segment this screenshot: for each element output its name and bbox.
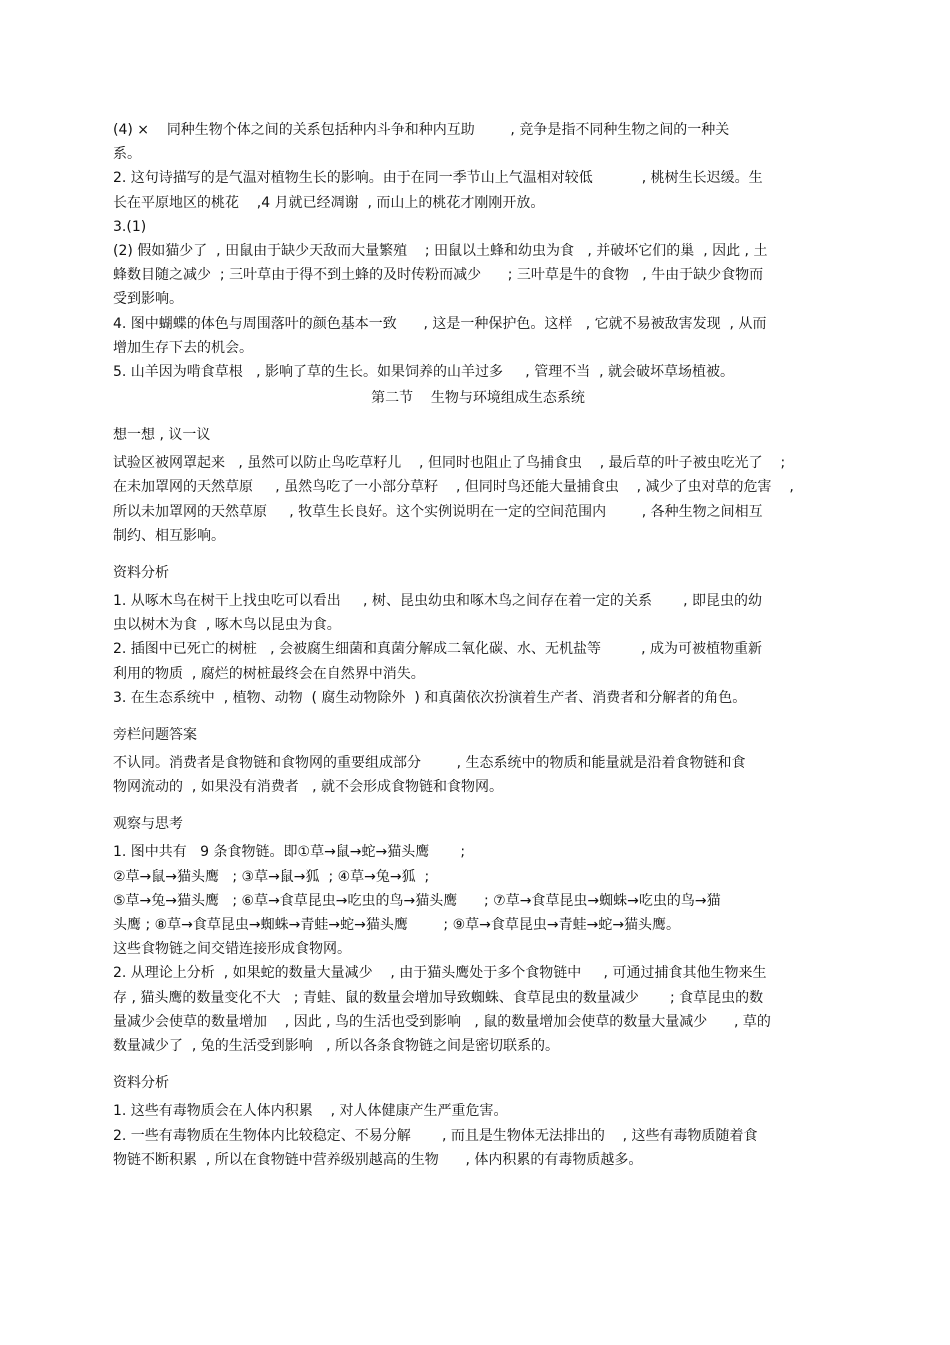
section-heading: 旁栏问题答案: [113, 727, 197, 744]
text-line: 在未加罩网的天然草原 , 虽然鸟吃了一小部分草籽 , 但同时鸟还能大量捕食虫 , 减少了虫对草的危害 ,: [113, 479, 794, 496]
text-line: 数量减少了 , 兔的生活受到影响 , 所以各条食物链之间是密切联系的。: [113, 1038, 560, 1055]
section-heading: 资料分析: [113, 565, 169, 582]
text-line: 长在平原地区的桃花 ,4 月就已经凋谢 , 而山上的桃花才刚刚开放。: [113, 194, 545, 211]
section-heading: 想一想 , 议一议: [113, 427, 211, 444]
text-line: (2) 假如猫少了 , 田鼠由于缺少天敌而大量繁殖 ; 田鼠以土蜂和幼虫为食 , 并破坏它们的巢 , 因此 , 土: [113, 243, 768, 260]
text-line: 2. 从理论上分析 , 如果蛇的数量大量减少 , 由于猫头鹰处于多个食物链中 , 可通过捕食其他生物来生: [113, 965, 767, 982]
text-line: 2. 一些有毒物质在生物体内比较稳定、不易分解 , 而且是生物体无法排出的 , 这些有毒物质随着食: [113, 1127, 758, 1144]
section-heading: 观察与思考: [113, 816, 183, 833]
text-line: 增加生存下去的机会。: [113, 339, 253, 356]
text-line: 1. 这些有毒物质会在人体内积累 , 对人体健康产生严重危害。: [113, 1103, 508, 1120]
data-analysis-section-1: [113, 561, 843, 710]
text-line: 利用的物质 , 腐烂的树桩最终会在自然界中消失。: [113, 665, 425, 682]
text-line: 量减少会使草的数量增加 , 因此 , 鸟的生活也受到影响 , 鼠的数量增加会使草的数量大量减少 , 草的: [113, 1013, 771, 1030]
text-line: 制约、相互影响。: [113, 527, 225, 544]
text-line: 2. 这句诗描写的是气温对植物生长的影响。由于在同一季节山上气温相对较低 , 桃树生长迟缓。生: [113, 170, 763, 187]
document-page: [113, 118, 843, 1172]
text-line: 4. 图中蝴蝶的体色与周围落叶的颜色基本一致 , 这是一种保护色。这样 , 它就不易被敌害发现 , 从而: [113, 315, 767, 332]
text-line: ②草→鼠→猫头鹰 ; ③草→鼠→狐 ; ④草→兔→狐 ;: [113, 868, 430, 885]
text-line: 头鹰 ; ⑧草→食草昆虫→蜘蛛→青蛙→蛇→猫头鹰 ; ⑨草→食草昆虫→青蛙→蛇→猫头鹰。: [113, 917, 681, 934]
section-heading: 资料分析: [113, 1075, 169, 1092]
text-line: 试验区被网罩起来 , 虽然可以防止鸟吃草籽儿 , 但同时也阻止了鸟捕食虫 , 最后草的叶子被虫吃光了 ;: [113, 455, 786, 472]
think-discuss-section: [113, 423, 843, 548]
text-line: 3.(1): [113, 218, 147, 235]
text-line: 蜂数目随之减少 ; 三叶草由于得不到土蜂的及时传粉而减少 ; 三叶草是牛的食物 , 牛由于缺少食物而: [113, 267, 764, 284]
text-line: 3. 在生态系统中 , 植物、动物 ( 腐生动物除外 ) 和真菌依次扮演着生产者、消费者和分解者的角色。: [113, 689, 747, 706]
text-line: ⑤草→兔→猫头鹰 ; ⑥草→食草昆虫→吃虫的鸟→猫头鹰 ; ⑦草→食草昆虫→蜘蛛→吃虫的鸟→猫: [113, 892, 721, 909]
data-analysis-section-2: [113, 1071, 843, 1172]
text-line: 系。: [113, 146, 141, 163]
text-line: 这些食物链之间交错连接形成食物网。: [113, 941, 351, 958]
text-line: 1. 图中共有 9 条食物链。即①草→鼠→蛇→猫头鹰 ;: [113, 844, 466, 861]
text-line: 所以未加罩网的天然草原 , 牧草生长良好。这个实例说明在一定的空间范围内 , 各种生物之间相互: [113, 503, 763, 520]
text-line: 2. 插图中已死亡的树桩 , 会被腐生细菌和真菌分解成二氧化碳、水、无机盐等 , 成为可被植物重新: [113, 641, 763, 658]
text-line: 不认同。消费者是食物链和食物网的重要组成部分 , 生态系统中的物质和能量就是沿着食物链和食: [113, 755, 746, 772]
observe-think-section: [113, 812, 843, 1058]
text-line: 虫以树木为食 , 啄木鸟以昆虫为食。: [113, 617, 341, 634]
sidebar-answer-section: [113, 723, 843, 799]
text-line: (4) × 同种生物个体之间的关系包括种内斗争和种内互助 , 竞争是指不同种生物之间的一种关: [113, 122, 730, 138]
text-line: 5. 山羊因为啃食草根 , 影响了草的生长。如果饲养的山羊过多 , 管理不当 , 就会破坏草场植被。: [113, 364, 735, 381]
text-line: 物网流动的 , 如果没有消费者 , 就不会形成食物链和食物网。: [113, 779, 504, 796]
text-line: 物链不断积累 , 所以在食物链中营养级别越高的生物 , 体内积累的有毒物质越多。: [113, 1151, 643, 1168]
text-line: 存 , 猫头鹰的数量变化不大 ; 青蛙、鼠的数量会增加导致蜘蛛、食草昆虫的数量减少 ; 食草昆虫的数: [113, 989, 764, 1006]
section-title: 第二节 生物与环境组成生态系统: [371, 390, 585, 407]
answer-block-1: [113, 118, 843, 384]
text-line: 1. 从啄木鸟在树干上找虫吃可以看出 , 树、昆虫幼虫和啄木鸟之间存在着一定的关系 , 即昆虫的幼: [113, 593, 763, 610]
text-line: 受到影响。: [113, 291, 183, 308]
